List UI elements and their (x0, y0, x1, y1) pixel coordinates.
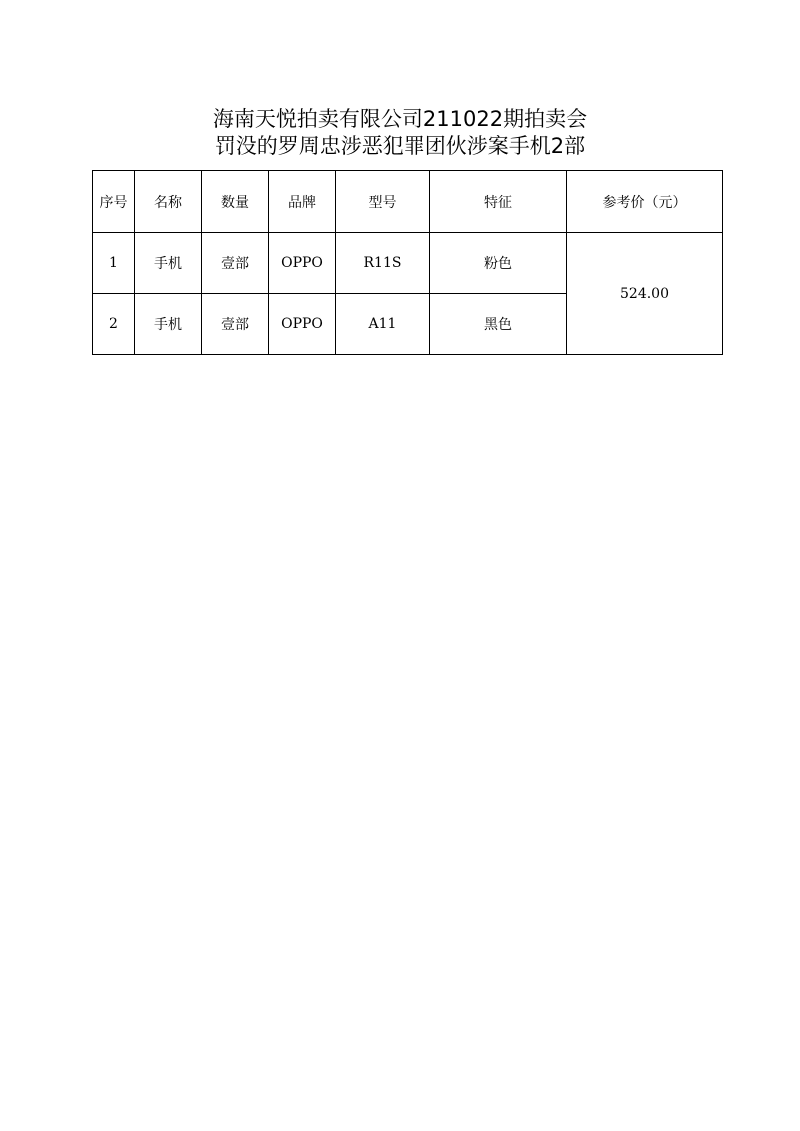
cell-no: 1 (93, 233, 135, 294)
cell-quantity: 壹部 (202, 233, 269, 294)
cell-name: 手机 (135, 233, 202, 294)
header-cell-no: 序号 (93, 171, 135, 233)
table-row (93, 233, 723, 294)
header-cell-model: 型号 (336, 171, 430, 233)
header-cell-quantity: 数量 (202, 171, 269, 233)
table-header-row (93, 171, 723, 233)
cell-model: R11S (336, 233, 430, 294)
cell-feature: 粉色 (430, 233, 567, 294)
header-cell-feature: 特征 (430, 171, 567, 233)
cell-reference-price: 524.00 (567, 233, 723, 355)
header-cell-reference-price: 参考价（元） (567, 171, 723, 233)
cell-model: A11 (336, 294, 430, 355)
cell-feature: 黑色 (430, 294, 567, 355)
header-cell-name: 名称 (135, 171, 202, 233)
header-cell-brand: 品牌 (269, 171, 336, 233)
cell-quantity: 壹部 (202, 294, 269, 355)
cell-name: 手机 (135, 294, 202, 355)
document-title-line-1: 海南天悦拍卖有限公司211022期拍卖会 (212, 107, 588, 131)
auction-items-table (92, 170, 723, 355)
document-title-line-2: 罚没的罗周忠涉恶犯罪团伙涉案手机2部 (214, 134, 586, 158)
cell-brand: OPPO (269, 294, 336, 355)
cell-brand: OPPO (269, 233, 336, 294)
cell-no: 2 (93, 294, 135, 355)
